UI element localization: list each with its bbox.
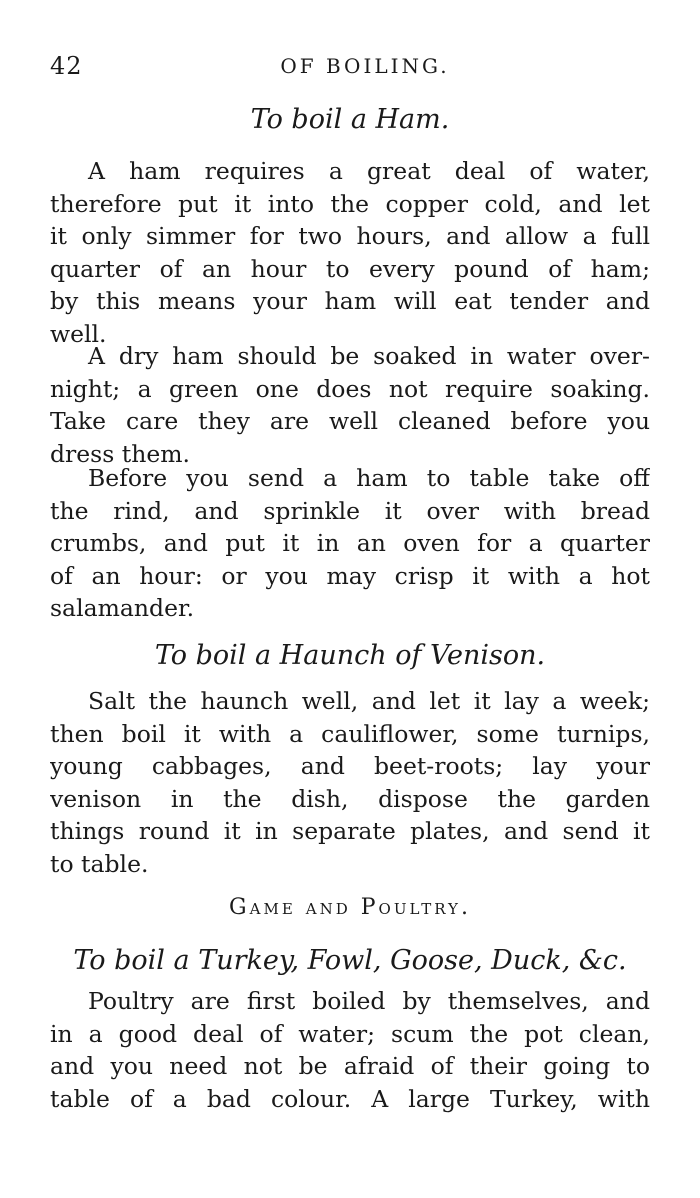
text-line: crumbs, and put it in an oven for a quarter: [50, 529, 650, 557]
text-line: the rind, and sprinkle it over with bread: [50, 496, 650, 525]
paragraph: [50, 155, 650, 350]
section-heading-turkey: To boil a Turkey, Fowl, Goose, Duck, &c.: [73, 945, 627, 976]
text-line: in a good deal of water; scum the pot clean,: [50, 1019, 650, 1048]
text-line: dress them.: [50, 439, 191, 468]
text-line: things round it in separate plates, and send it: [50, 817, 650, 845]
paragraph: [50, 685, 650, 880]
text-line: therefore put it into the copper cold, and let: [50, 189, 650, 218]
text-line: quarter of an hour to every pound of ham;: [50, 254, 650, 283]
text-line: of an hour: or you may crisp it with a hot: [50, 561, 650, 590]
text-line: Salt the haunch well, and let it lay a week;: [88, 687, 650, 715]
text-line: salamander.: [50, 594, 195, 622]
page-number: 42: [50, 52, 83, 80]
text-line: by this means your ham will eat tender and: [50, 287, 650, 315]
text-line: then boil it with a cauliflower, some turnips,: [50, 719, 650, 748]
section-heading-ham: To boil a Ham.: [250, 104, 450, 135]
text-line: table of a bad colour. A large Turkey, with: [50, 1084, 650, 1113]
running-head: [50, 52, 650, 86]
text-line: young cabbages, and beet-roots; lay your: [50, 752, 650, 780]
text-line: and you need not be afraid of their going to: [50, 1052, 650, 1080]
section-heading-game-poultry: Game and Poultry.: [229, 895, 471, 920]
text-line: A ham requires a great deal of water,: [88, 157, 650, 185]
paragraph: [50, 340, 650, 470]
paragraph: [50, 985, 650, 1115]
text-line: night; a green one does not require soaking.: [50, 374, 650, 403]
text-line: A dry ham should be soaked in water over-: [88, 342, 650, 370]
text-line: Poultry are first boiled by themselves, and: [88, 987, 650, 1015]
text-line: well.: [50, 319, 107, 348]
section-heading-venison: To boil a Haunch of Venison.: [154, 640, 546, 671]
text-line: to table.: [50, 849, 149, 878]
paragraph: [50, 462, 650, 625]
text-line: venison in the dish, dispose the garden: [50, 784, 650, 813]
text-line: it only simmer for two hours, and allow a full: [50, 222, 650, 250]
running-title: OF BOILING.: [280, 54, 450, 78]
text-line: Take care they are well cleaned before you: [50, 407, 650, 435]
text-line: Before you send a ham to table take off: [88, 464, 650, 492]
